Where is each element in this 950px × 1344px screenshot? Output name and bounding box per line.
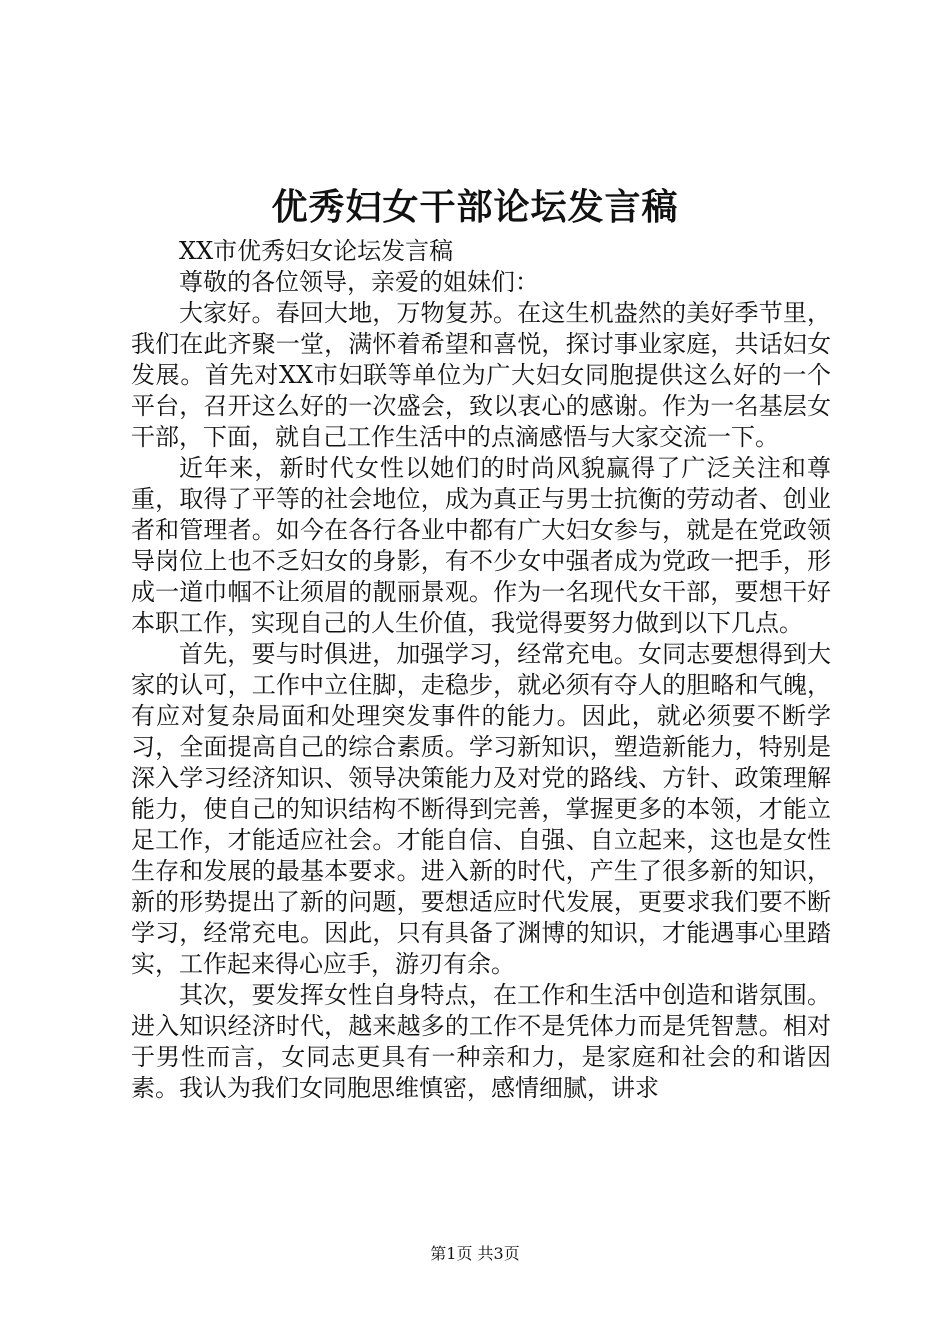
paragraph: 其次，要发挥女性自身特点，在工作和生活中创造和谐氛围。进入知识经济时代，越来越多的工作不是凭体力而是凭智慧。相对于男性而言，女同志更具有一种亲和力，是家庭和社会的和谐因素。我认为我们女同胞思维慎密，感情细腻，讲求 — [131, 981, 831, 1102]
document-body — [131, 236, 831, 1104]
paragraph: 大家好。春回大地，万物复苏。在这生机盎然的美好季节里，我们在此齐聚一堂，满怀着希望和喜悦，探讨事业家庭，共话妇女发展。首先对XX市妇联等单位为广大妇女同胞提供这么好的一个平台，召开这么好的一次盛会，致以衷心的感谢。作为一名基层女干部，下面，就自己工作生活中的点滴感悟与大家交流一下。 — [131, 299, 831, 451]
paragraph-subtitle: XX市优秀妇女论坛发言稿 — [179, 237, 454, 265]
paragraph: 首先，要与时俱进，加强学习，经常充电。女同志要想得到大家的认可，工作中立住脚，走稳步，就必须有夺人的胆略和气魄，有应对复杂局面和处理突发事件的能力。因此，就必须要不断学习，全面提高自己的综合素质。学习新知识，塑造新能力，特别是深入学习经济知识、领导决策能力及对党的路线、方针、政策理解能力，使自己的知识结构不断得到完善，掌握更多的本领，才能立足工作，才能适应社会。才能自信、自强、自立起来，这也是女性生存和发展的最基本要求。进入新的时代，产生了很多新的知识，新的形势提出了新的问题，要想适应时代发展，更要求我们要不断学习，经常充电。因此，只有具备了渊博的知识，才能遇事心里踏实，工作起来得心应手，游刃有余。 — [131, 640, 831, 978]
paragraph-salutation: 尊敬的各位领导，亲爱的姐妹们： — [179, 268, 539, 296]
page-footer: 第1页 共3页 — [430, 1244, 520, 1263]
document-title: 优秀妇女干部论坛发言稿 — [271, 186, 679, 228]
paragraph: 近年来，新时代女性以她们的时尚风貌赢得了广泛关注和尊重，取得了平等的社会地位，成为真正与男士抗衡的劳动者、创业者和管理者。如今在各行各业中都有广大妇女参与，就是在党政领导岗位上也不乏妇女的身影，有不少女中强者成为党政一把手，形成一道巾帼不让须眉的靓丽景观。作为一名现代女干部，要想干好本职工作，实现自己的人生价值，我觉得要努力做到以下几点。 — [131, 454, 831, 637]
